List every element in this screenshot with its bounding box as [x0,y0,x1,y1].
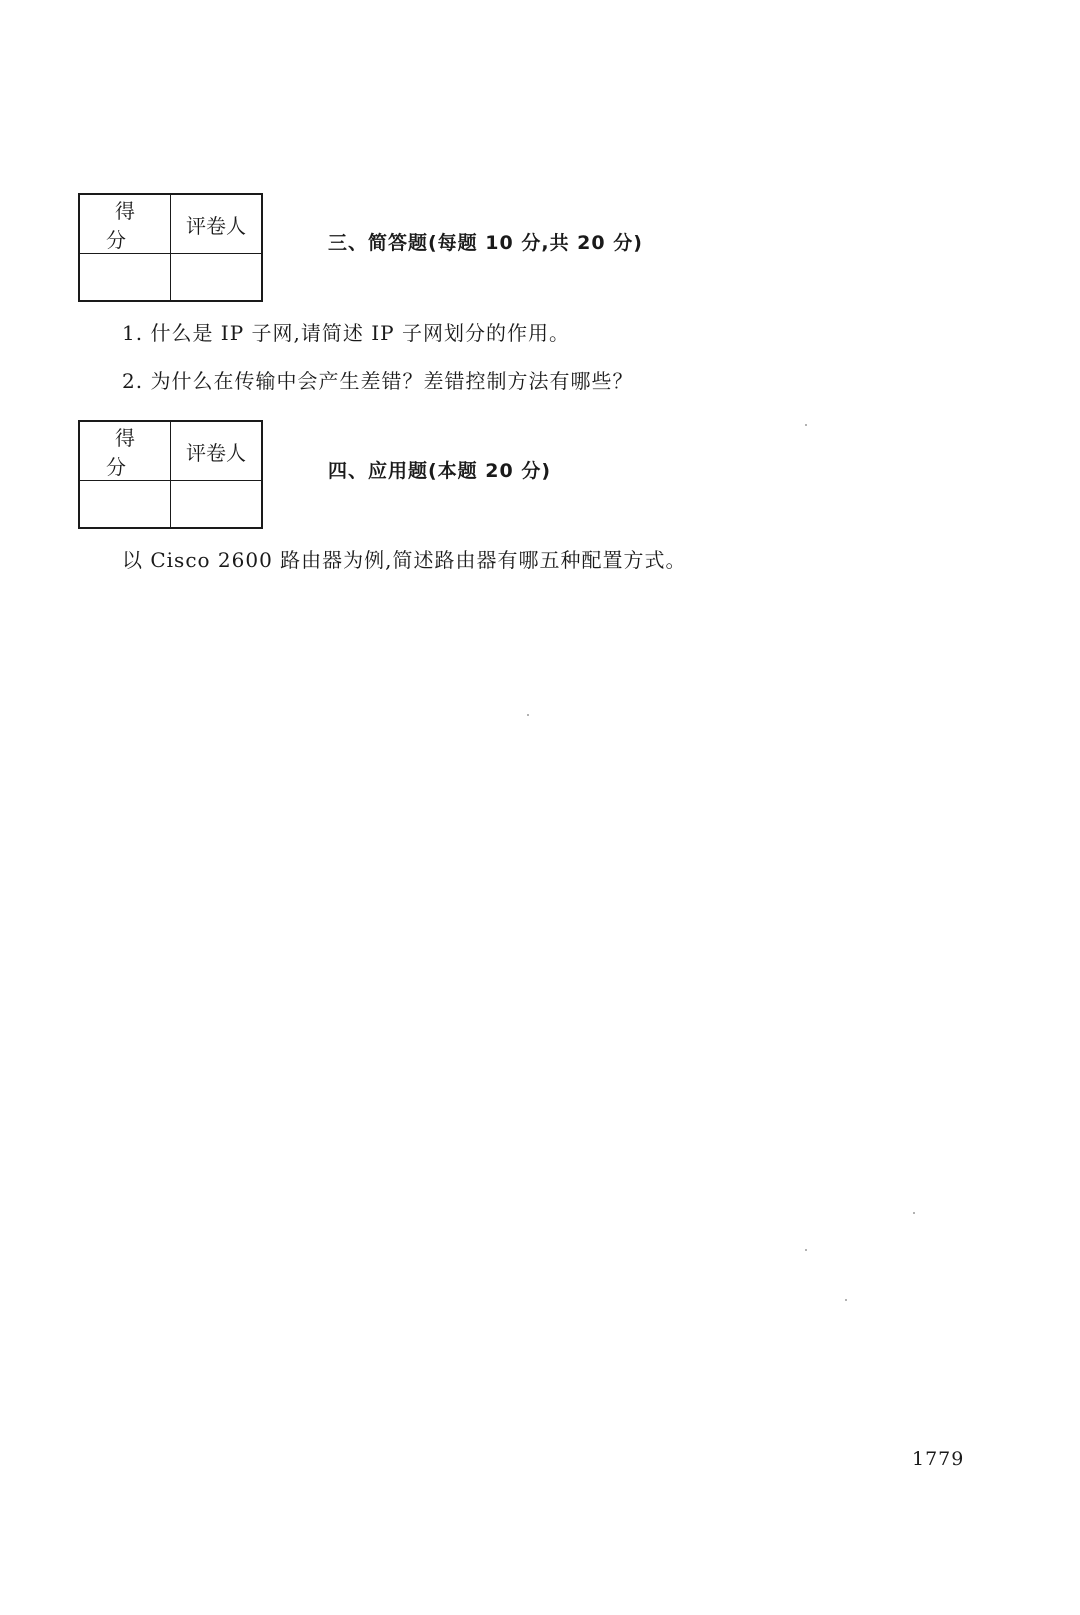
grader-label: 评卷人 [171,421,263,481]
section-4-heading: 四、应用题(本题 20 分) [328,460,552,482]
scan-speck [805,1249,807,1251]
grader-label: 评卷人 [171,194,263,254]
page-number: 1779 [912,1448,965,1470]
scan-speck [805,424,807,426]
section-3-heading: 三、简答题(每题 10 分,共 20 分) [328,232,643,254]
grader-cell[interactable] [171,254,263,302]
score-label: 得 分 [79,421,171,481]
score-box-section-4 [78,420,263,529]
score-cell[interactable] [79,254,171,302]
scan-speck [913,1212,915,1214]
scan-speck [845,1299,847,1301]
question-1: 1. 什么是 IP 子网,请简述 IP 子网划分的作用。 [122,321,570,345]
score-box-section-3 [78,193,263,302]
scan-speck [527,714,529,716]
question-2: 2. 为什么在传输中会产生差错？差错控制方法有哪些？ [122,369,634,393]
section-4-question: 以 Cisco 2600 路由器为例,简述路由器有哪五种配置方式。 [122,548,687,572]
score-label: 得 分 [79,194,171,254]
grader-cell[interactable] [171,481,263,529]
score-cell[interactable] [79,481,171,529]
